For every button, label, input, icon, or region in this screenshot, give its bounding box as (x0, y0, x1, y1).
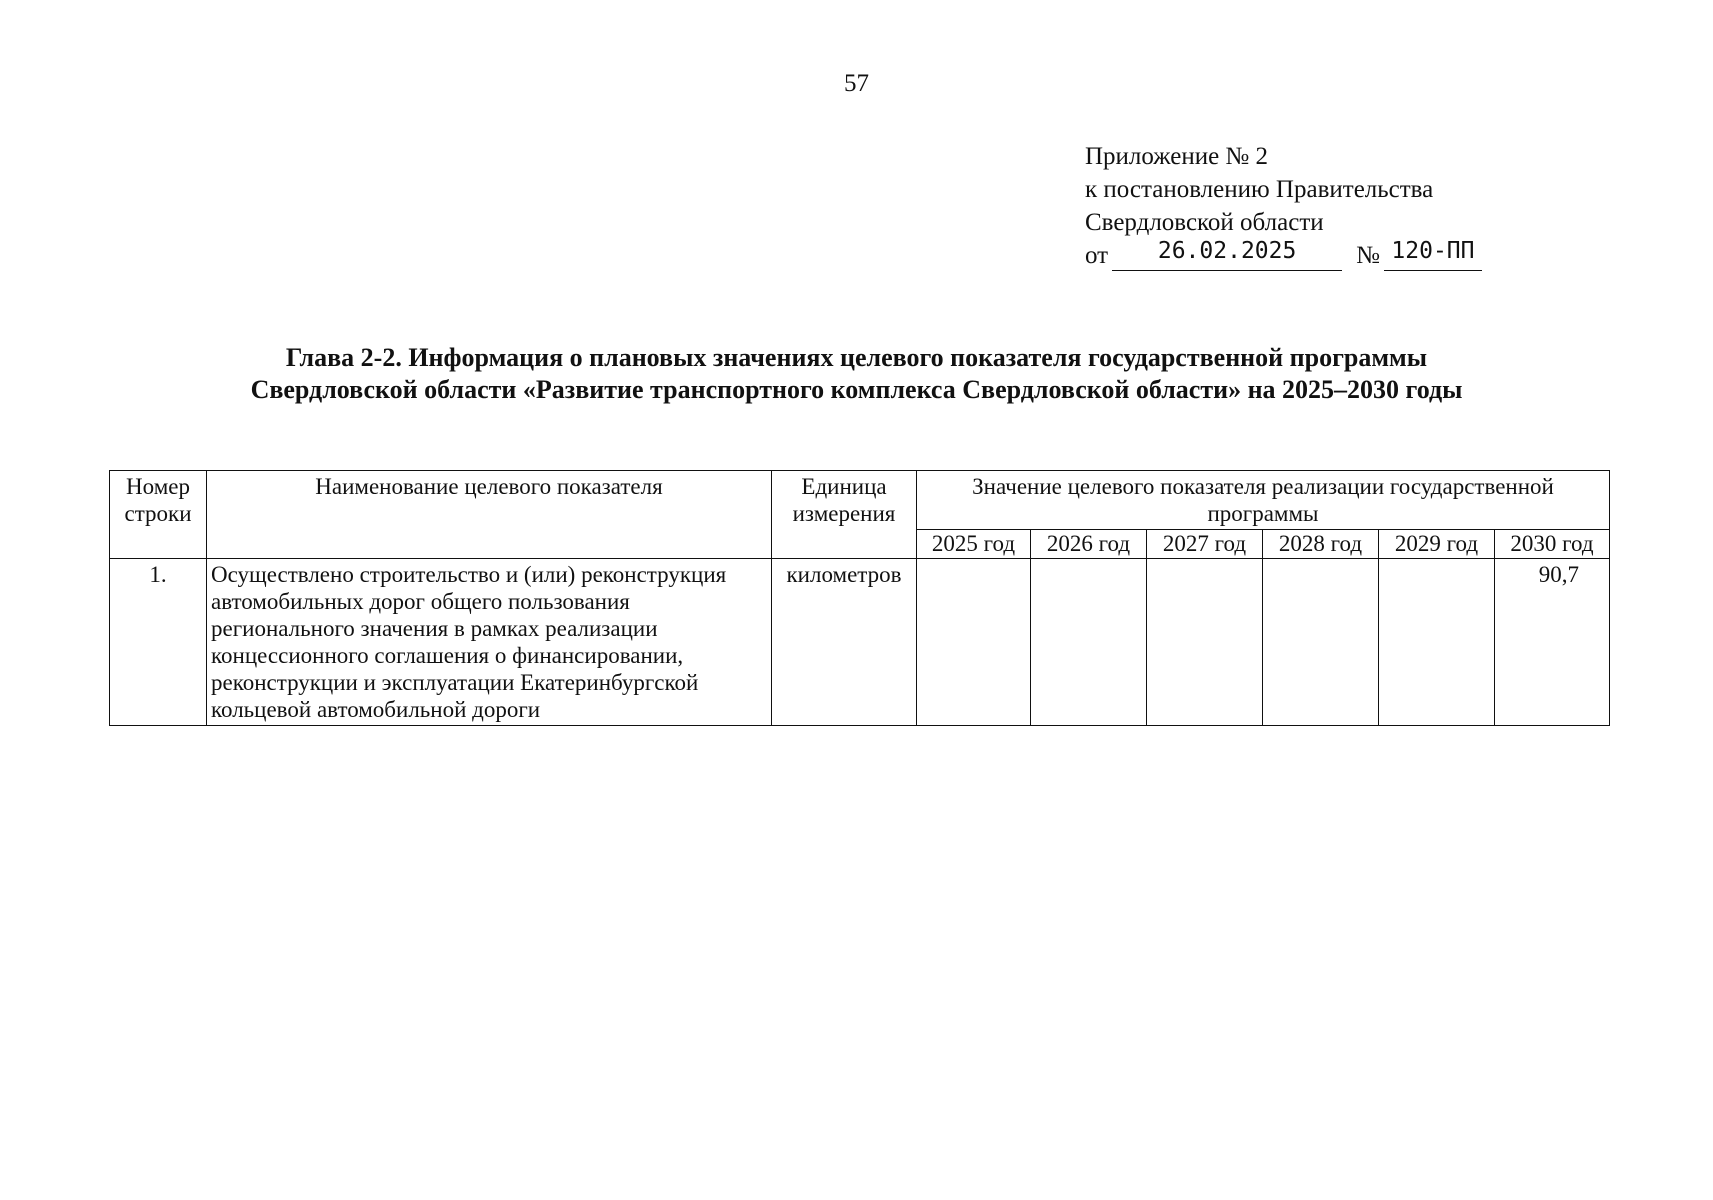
number-sign: № (1356, 242, 1380, 269)
appendix-reference: к постановлению Правительства (1085, 176, 1434, 203)
value-2027-cell (1147, 559, 1263, 726)
header-row (110, 471, 1610, 530)
page-number: 57 (844, 70, 869, 97)
heading-line-2: Свердловской области «Развитие транспортного комплекса Свердловской области» на 2025–2030 годы (250, 375, 1463, 404)
header-year-2026: 2026 год (1031, 530, 1147, 559)
value-2025-cell (917, 559, 1031, 726)
indicator-name-cell: Осуществлено строительство и (или) реконструкция автомобильных дорог общего пользования регионального значения в рамках реализации концессионного соглашения о финансировании, реконструкции и эксплуатации Екатеринбургской кольцевой автомобильной дороги (207, 559, 772, 726)
appendix-block (1085, 140, 1555, 272)
indicators-table (109, 470, 1610, 726)
header-value-group: Значение целевого показателя реализации государственной программы (917, 471, 1610, 530)
row-number-cell: 1. (110, 559, 207, 726)
date-prefix: от (1085, 242, 1109, 269)
date-field (1112, 238, 1342, 271)
header-unit: Единица измерения (772, 471, 917, 559)
chapter-heading (0, 342, 1713, 406)
header-year-2027: 2027 год (1147, 530, 1263, 559)
number-value: 120-ПП (1391, 238, 1475, 264)
appendix-title: Приложение № 2 (1085, 143, 1269, 170)
value-2028-cell (1263, 559, 1379, 726)
heading-line-1: Глава 2-2. Информация о плановых значениях целевого показателя государственной программы (285, 343, 1428, 372)
value-2029-cell (1379, 559, 1495, 726)
unit-cell: километров (772, 559, 917, 726)
header-year-2030: 2030 год (1495, 530, 1610, 559)
header-indicator-name: Наименование целевого показателя (207, 471, 772, 559)
number-field (1384, 238, 1482, 271)
header-year-2025: 2025 год (917, 530, 1031, 559)
header-row-number: Номер строки (110, 471, 207, 559)
value-2030-cell: 90,7 (1495, 559, 1610, 726)
value-2026-cell (1031, 559, 1147, 726)
header-year-2029: 2029 год (1379, 530, 1495, 559)
table-row (110, 559, 1610, 726)
date-value: 26.02.2025 (1157, 238, 1297, 264)
appendix-region: Свердловской области (1085, 209, 1324, 236)
header-year-2028: 2028 год (1263, 530, 1379, 559)
appendix-date-line (1085, 239, 1555, 272)
